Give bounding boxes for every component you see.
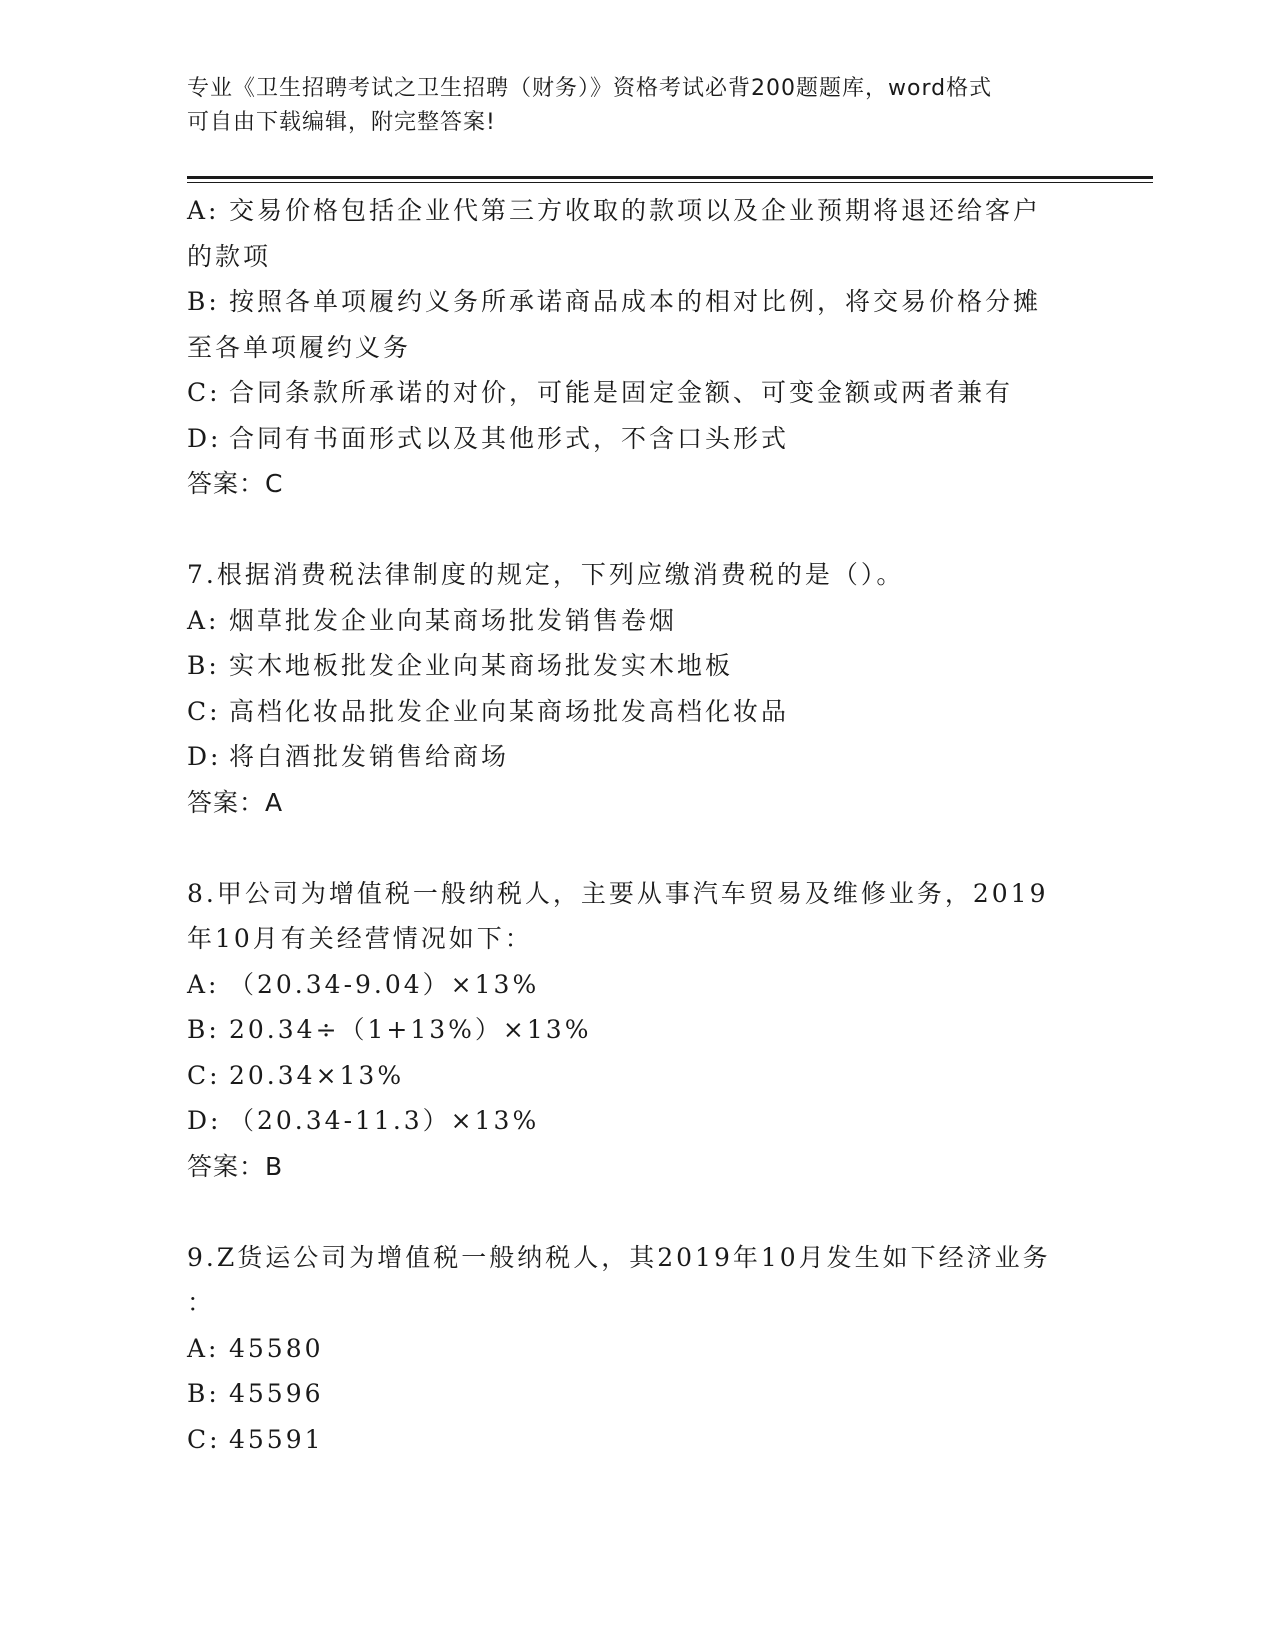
option-c (187, 689, 1077, 735)
option-b (187, 1371, 1077, 1417)
option-text: 45591 (229, 1424, 324, 1454)
spacer (187, 1189, 1077, 1235)
option-d (187, 416, 1077, 462)
question-7 (187, 552, 1077, 825)
question-content (187, 188, 1077, 1462)
answer-line: 答案：A (187, 787, 284, 817)
option-label: B: (187, 1015, 220, 1044)
option-text: 交易价格包括企业代第三方收取的款项以及企业预期将退还给客户 (229, 196, 1042, 225)
option-text: 45596 (229, 1379, 324, 1408)
option-label: A: (187, 969, 220, 999)
question-6 (187, 188, 1077, 507)
answer-line: 答案：B (187, 1151, 284, 1181)
option-b-continued: 至各单项履约义务 (187, 332, 412, 362)
answer-line: 答案：C (187, 469, 284, 498)
option-label: B: (187, 1379, 220, 1408)
option-d (187, 734, 1077, 780)
question-stem: 9.Z货运公司为增值税一般纳税人，其2019年10月发生如下经济业务 (187, 1242, 1051, 1272)
option-c (187, 1053, 1077, 1099)
document-header (187, 72, 1067, 140)
option-label: A: (187, 1333, 220, 1363)
option-text: 高档化妆品批发企业向某商场批发高档化妆品 (229, 696, 790, 726)
option-a (187, 1326, 1077, 1372)
option-a (187, 598, 1077, 644)
header-line-1: 专业《卫生招聘考试之卫生招聘（财务）》资格考试必背200题题库，word格式 (187, 76, 993, 101)
question-stem-continued: 年10月有关经营情况如下： (187, 924, 533, 953)
option-label: C: (187, 1424, 221, 1454)
option-a-continued: 的款项 (187, 241, 272, 271)
option-label: C: (187, 378, 221, 407)
header-line-2: 可自由下载编辑，附完整答案! (187, 110, 496, 135)
question-stem-continued: ： (187, 1288, 216, 1317)
option-label: A: (187, 605, 220, 635)
question-9 (187, 1235, 1077, 1463)
option-c (187, 370, 1077, 416)
option-text: 20.34÷（1+13%）×13% (229, 1015, 592, 1044)
option-text: 合同有书面形式以及其他形式，不含口头形式 (229, 423, 790, 453)
option-text: （20.34-9.04）×13% (229, 969, 540, 999)
option-text: 合同条款所承诺的对价，可能是固定金额、可变金额或两者兼有 (229, 378, 1014, 407)
question-8 (187, 871, 1077, 1190)
option-label: C: (187, 1060, 221, 1090)
option-a (187, 962, 1077, 1008)
question-stem: 7.根据消费税法律制度的规定，下列应缴消费税的是（）。 (187, 560, 905, 589)
option-text: （20.34-11.3）×13% (229, 1106, 540, 1135)
option-label: A: (187, 196, 220, 225)
option-label: B: (187, 287, 220, 316)
option-b (187, 643, 1077, 689)
option-b (187, 1007, 1077, 1053)
option-text: 将白酒批发销售给商场 (229, 742, 510, 771)
option-text: 按照各单项履约义务所承诺商品成本的相对比例，将交易价格分摊 (229, 287, 1042, 316)
option-text: 烟草批发企业向某商场批发销售卷烟 (229, 605, 678, 635)
question-stem: 8.甲公司为增值税一般纳税人，主要从事汽车贸易及维修业务，2019 (187, 878, 1049, 908)
option-text: 实木地板批发企业向某商场批发实木地板 (229, 651, 734, 680)
option-label: D: (187, 1106, 222, 1135)
option-label: B: (187, 651, 220, 680)
option-c (187, 1417, 1077, 1463)
option-label: D: (187, 423, 222, 453)
option-a (187, 188, 1077, 234)
header-divider-thin (187, 182, 1153, 183)
spacer (187, 825, 1077, 871)
option-text: 45580 (229, 1333, 324, 1363)
header-divider-thick (187, 176, 1153, 179)
option-label: C: (187, 696, 221, 726)
option-d (187, 1098, 1077, 1144)
spacer (187, 507, 1077, 553)
option-text: 20.34×13% (229, 1060, 405, 1090)
option-label: D: (187, 742, 222, 771)
option-b (187, 279, 1077, 325)
